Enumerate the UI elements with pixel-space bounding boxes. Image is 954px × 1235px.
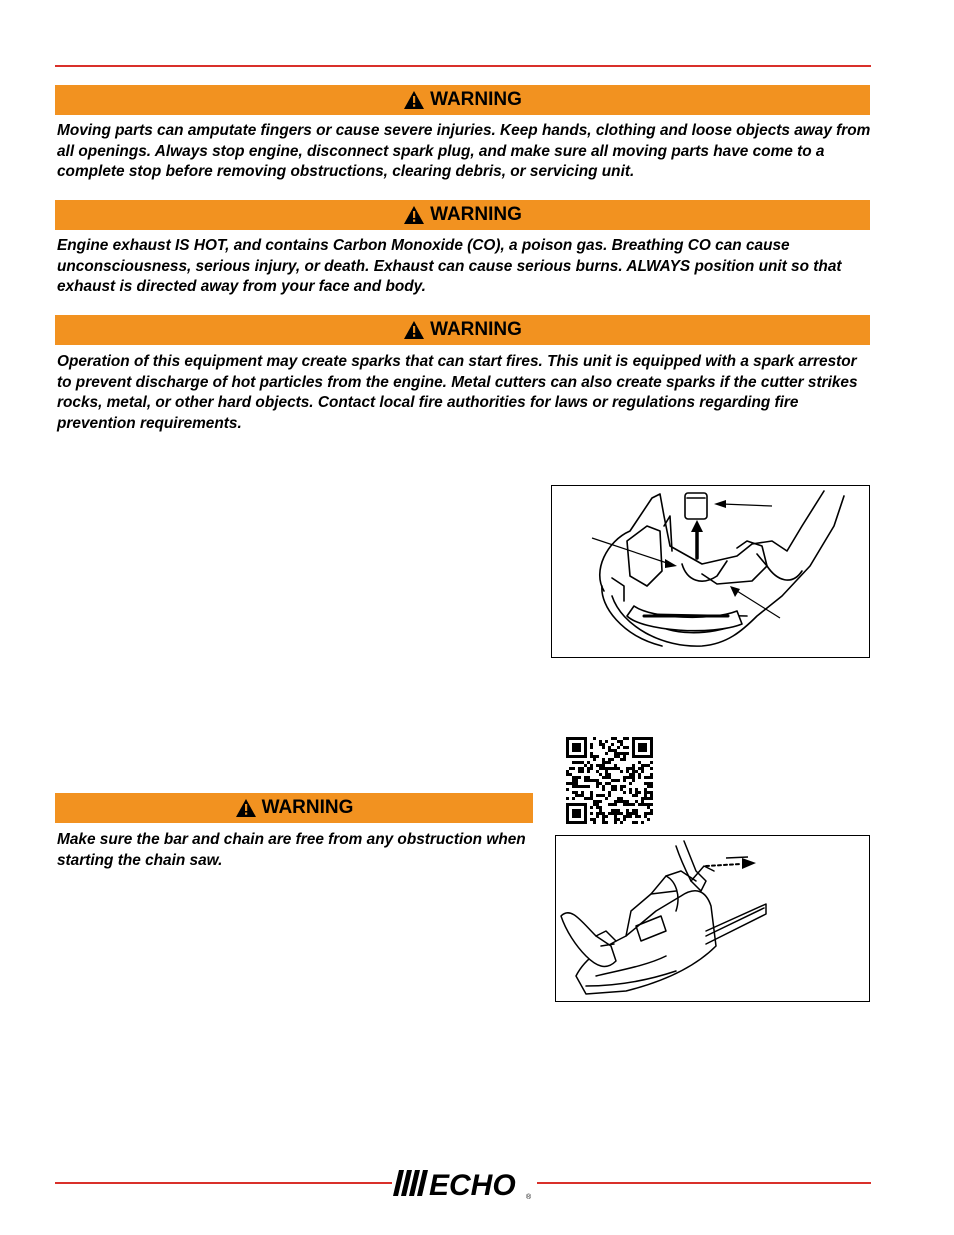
warning-banner-2 [55,200,870,230]
warning-label: WARNING [430,89,522,110]
warning-triangle-icon [403,320,425,340]
warning-triangle-icon [403,90,425,110]
warning-label: WARNING [430,319,522,340]
logo-wordmark: ECHO [429,1169,516,1200]
warning-banner-4 [55,793,533,823]
echo-logo [393,1168,535,1200]
bottom-rule-left [55,1182,392,1184]
chain-saw-housing-illustration [551,485,870,658]
warning-text-4: Make sure the bar and chain are free from any obstruction when starting the chain saw. [57,831,526,869]
warning-text-2: Engine exhaust IS HOT, and contains Carbon Monoxide (CO), a poison gas. Breathing CO can cause unconsciousness, serious injury, or death. Exhaust can cause serious burns. ALWAYS position unit so that exhaust is directed away from your face and body. [57,237,842,295]
qr-code[interactable] [566,737,656,825]
warning-text-3: Operation of this equipment may create sparks that can start fires. This unit is equipped with a spark arrestor to prevent discharge of hot particles from the engine. Metal cutters can also create sparks if the cutter strikes rocks, metal, or other hard objects. Contact local fire authorities for laws or regulations regarding fire prevention requirements. [57,353,858,432]
warning-label: WARNING [261,797,354,818]
warning-triangle-icon [403,205,425,225]
warning-banner-1 [55,85,870,115]
warning-text-1: Moving parts can amputate fingers or cause severe injuries. Keep hands, clothing and loose objects away from all openings. Always stop engine, disconnect spark plug, and make sure all moving parts have come to a complete stop before removing obstructions, clearing debris, or servicing unit. [57,122,871,180]
warning-banner-3 [55,315,870,345]
top-rule [55,65,871,67]
chain-saw-starting-illustration [555,835,870,1002]
warning-label: WARNING [430,204,522,225]
registered-mark: ® [526,1194,532,1200]
warning-triangle-icon [235,798,257,818]
bottom-rule-right [537,1182,871,1184]
